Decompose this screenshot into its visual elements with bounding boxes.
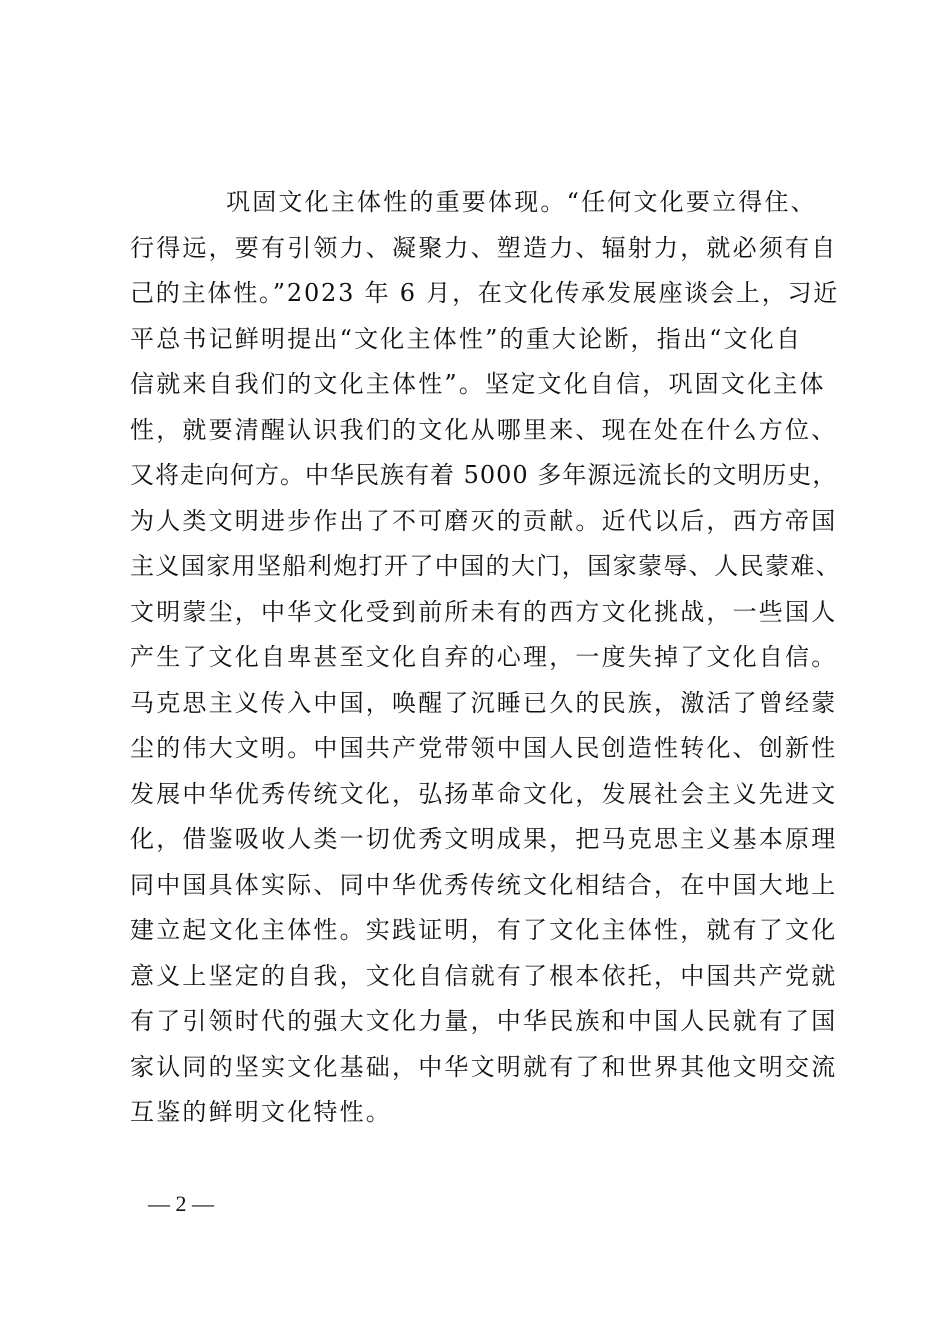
text-line: 有了引领时代的强大文化力量，中华民族和中国人民就有了国 — [130, 1007, 838, 1035]
text-line: 信就来自我们的文化主体性”。坚定文化自信，巩固文化主体 — [130, 370, 826, 398]
text-line: 互鉴的鲜明文化特性。 — [130, 1098, 392, 1126]
body-paragraph — [130, 180, 840, 1136]
text-line: 巩固文化主体性的重要体现。“任何文化要立得住、 — [226, 188, 817, 216]
text-line: 主义国家用坚船利炮打开了中国的大门，国家蒙辱、人民蒙难、 — [130, 552, 842, 580]
text-line: 意义上坚定的自我，文化自信就有了根本依托，中国共产党就 — [130, 961, 838, 990]
text-line: 化，借鉴吸收人类一切优秀文明成果，把马克思主义基本原理 — [130, 825, 838, 853]
text-line: 家认同的坚实文化基础，中华文明就有了和世界其他文明交流 — [130, 1052, 838, 1081]
text-line: 己的主体性。”2023 年 6 月，在文化传承发展座谈会上，习近 — [130, 279, 840, 307]
text-line: 平总书记鲜明提出“文化主体性”的重大论断，指出“文化自 — [130, 324, 803, 353]
text-line: 同中国具体实际、同中华优秀传统文化相结合，在中国大地上 — [130, 870, 838, 899]
page-number: — 2 — — [148, 1191, 214, 1216]
text-line: 建立起文化主体性。实践证明，有了文化主体性，就有了文化 — [130, 916, 838, 944]
text-line: 发展中华优秀传统文化，弘扬革命文化，发展社会主义先进文 — [130, 779, 838, 808]
text-line: 又将走向何方。中华民族有着 5000 多年源远流长的文明历史， — [130, 461, 838, 489]
text-line: 性，就要清醒认识我们的文化从哪里来、现在处在什么方位、 — [130, 415, 838, 444]
text-line: 产生了文化自卑甚至文化自弃的心理，一度失掉了文化自信。 — [130, 643, 838, 671]
text-line: 马克思主义传入中国，唤醒了沉睡已久的民族，激活了曾经蒙 — [130, 688, 838, 717]
text-line: 行得远，要有引领力、凝聚力、塑造力、辐射力，就必须有自 — [130, 233, 838, 262]
text-line: 为人类文明进步作出了不可磨灭的贡献。近代以后，西方帝国 — [130, 506, 838, 535]
text-line: 文明蒙尘，中华文化受到前所未有的西方文化挑战，一些国人 — [130, 597, 838, 626]
text-line: 尘的伟大文明。中国共产党带领中国人民创造性转化、创新性 — [130, 734, 838, 762]
